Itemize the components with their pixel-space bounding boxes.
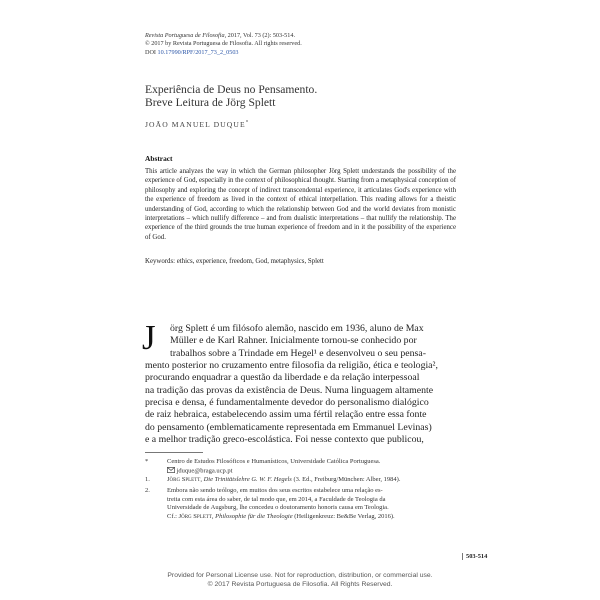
footnote-work: Philosophie für die Theologie — [215, 512, 293, 520]
doi-label: DOI — [145, 48, 158, 56]
journal-citation — [145, 32, 302, 40]
doi-link[interactable]: 10.17990/RPF/2017_73_2_0503 — [157, 48, 239, 56]
footnote-mark: * — [145, 458, 149, 465]
footnote-1 — [145, 476, 457, 486]
footnote-separator: , — [200, 476, 204, 483]
author-text: JOÃO MANUEL DUQUE — [145, 120, 246, 129]
license-line: Provided for Personal License use. Not for reproduction, distribution, or commercial use. — [167, 572, 433, 579]
article-title — [145, 83, 317, 109]
author-name — [145, 120, 248, 129]
body-line: procurando enquadrar a questão da liberdade e da relação interpessoal — [145, 372, 420, 384]
footnote-affiliation — [145, 458, 457, 476]
footnote-mark: 2. — [145, 487, 150, 494]
body-line: precisa e densa, é fundamentalmente devedor do personalismo dialógico — [145, 397, 429, 409]
title-line-1: Experiência de Deus no Pensamento. — [145, 83, 318, 96]
author-email[interactable]: jduque@braga.ucp.pt — [176, 467, 233, 475]
license-footer — [100, 571, 500, 589]
body-text — [145, 323, 460, 446]
journal-header — [145, 32, 302, 57]
body-line: do pensamento (emblematicamente representada em Emmanuel Levinas) — [145, 421, 432, 433]
footnote-divider — [145, 452, 203, 453]
footnote-cf: Cf.: — [167, 512, 179, 520]
body-line: trabalhos sobre a Trindade em Hegel¹ e desenvolveu o seu pensa- — [170, 347, 426, 359]
body-line: mento posterior no cruzamento entre filosofia da religião, ética e teologia², — [145, 360, 438, 372]
body-line: e a melhor tradição greco-escolástica. Foi nesse contexto que publicou, — [145, 434, 424, 446]
journal-name: Revista Portuguesa de Filosofia — [145, 32, 225, 39]
page-range: 503-514 — [462, 553, 487, 560]
footnote-details: (3. Ed., Freiburg/München: Alber, 1984). — [291, 476, 401, 483]
abstract-heading: Abstract — [145, 154, 173, 163]
keywords: Keywords: ethics, experience, freedom, God, metaphysics, Splett — [145, 258, 324, 265]
footnote-separator: , — [211, 512, 216, 520]
abstract-text: This article analyzes the way in which the German philosopher Jörg Splett understands the possibility of the experience of God, especially in the context of philosophical thought. Starting from a metaphysical conception of philosophy and exploring the concept of indirect transcendental experience, it articulates God's experience with the experience of freedom as lived in the context of ethical interpellation. This reading allows for a theistic understanding of God, according to which the relationship between God and the world deviates from monistic interpretations – which nullify difference – and from dualistic interpretations – that nullify the relationship. The experience of the third grounds the true human experience of freedom and in it the possibility of the experience of God. — [145, 168, 456, 241]
affiliation-text: Centro de Estudos Filosóficos e Humanísticos, Universidade Católica Portuguesa. — [167, 458, 381, 465]
copyright-footer: © 2017 Revista Portuguesa de Filosofia. All Rights Reserved. — [207, 581, 393, 588]
footnote-2-citation — [167, 513, 457, 522]
envelope-icon — [167, 467, 175, 473]
footnote-work: Die Trinitätslehre G. W. F. Hegels — [203, 476, 292, 483]
email-line — [167, 467, 457, 476]
body-line: Müller e de Karl Rahner. Inicialmente tornou-se conhecido por — [170, 335, 417, 347]
body-line: na tradição das provas da existência de Deus. Numa linguagem altamente — [145, 384, 434, 396]
doi-line — [145, 49, 302, 57]
footnote-author: Jörg Splett — [167, 476, 201, 483]
footnote-2-line: treita com esta área do saber, de tal modo que, em 2014, a Faculdade de Teologia da — [167, 495, 386, 503]
copyright-line: © 2017 by Revista Portuguesa de Filosofia. All rights reserved. — [145, 40, 302, 48]
footnote-1-text — [167, 476, 457, 485]
footnote-details: (Heiligenkreuz: Be&Be Verlag, 2016). — [292, 512, 395, 520]
body-line: de raiz hebraica, estabelecendo assim uma fértil relação entre essa fonte — [145, 409, 427, 421]
title-line-2: Breve Leitura de Jörg Splett — [145, 96, 276, 110]
footnote-author: Jörg Splett — [178, 512, 212, 520]
footnote-2-line: Embora não sendo teólogo, em muitos dos seus escritos estabelece uma relação es- — [167, 487, 383, 494]
body-line: örg Splett é um filósofo alemão, nascido em 1936, aluno de Max — [170, 323, 424, 334]
footnote-2-line: Universidade de Augsburg, lhe concedeu o doutoramento honoris causa em Teologia. — [167, 504, 389, 512]
drop-cap: J — [142, 318, 156, 357]
journal-volume: , 2017, Vol. 73 (2): 503-514. — [224, 32, 295, 39]
footnote-mark: 1. — [145, 476, 150, 483]
author-footnote-mark: * — [245, 120, 249, 126]
footnote-2 — [145, 487, 457, 523]
